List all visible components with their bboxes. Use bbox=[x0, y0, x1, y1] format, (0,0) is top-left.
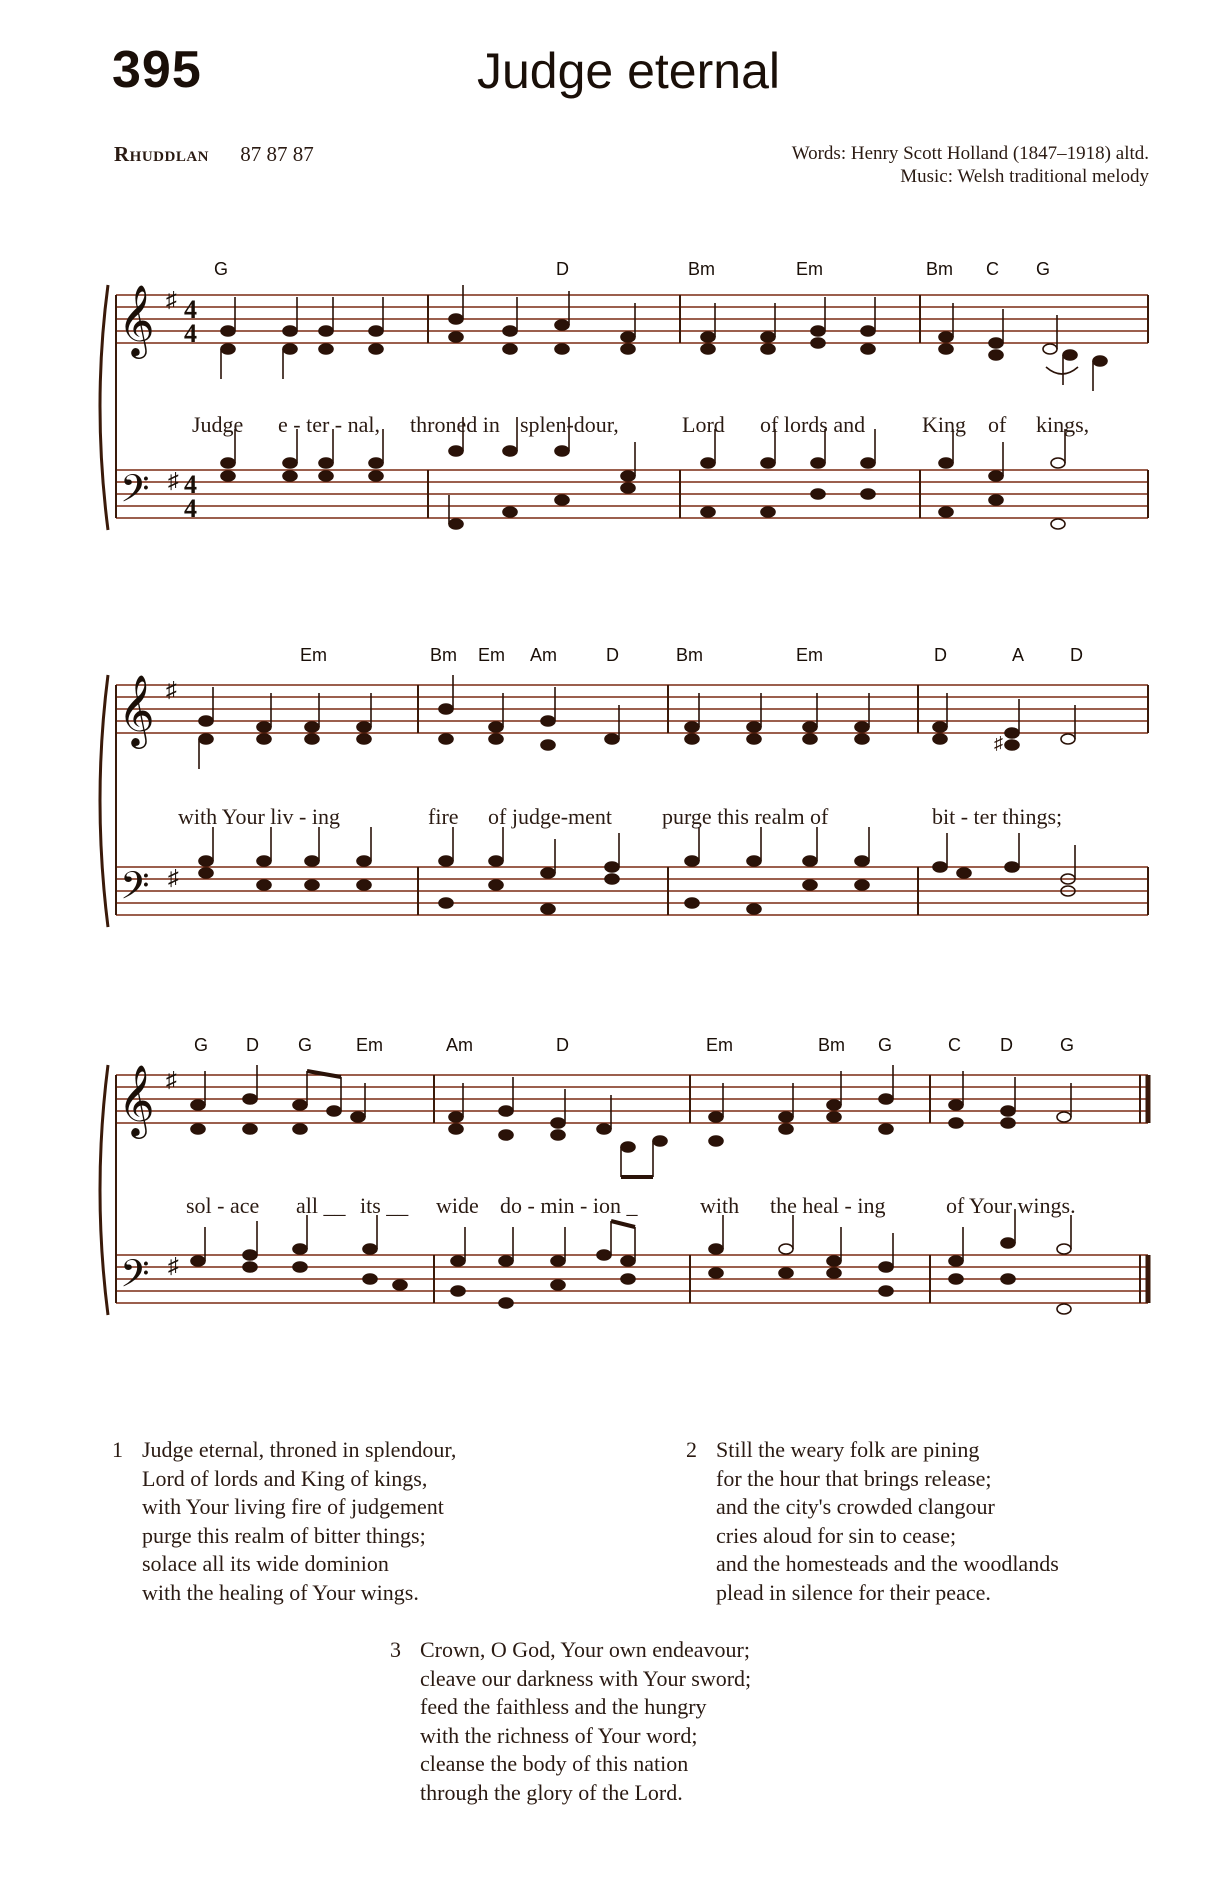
music-system-3 bbox=[0, 1035, 1217, 1365]
verse-line: cries aloud for sin to cease; bbox=[716, 1522, 957, 1548]
lyrics-line bbox=[192, 412, 1089, 437]
verse-line: with the healing of Your wings. bbox=[142, 1579, 419, 1605]
lyric-syllable: Lord bbox=[682, 412, 725, 437]
lyric-syllable: its __ bbox=[360, 1193, 409, 1218]
svg-text:♯: ♯ bbox=[994, 733, 1003, 753]
chord-symbols bbox=[214, 259, 1050, 279]
lyric-syllable: of Your wings. bbox=[946, 1193, 1076, 1218]
verse-line: for the hour that brings release; bbox=[716, 1465, 992, 1491]
chord-symbol: D bbox=[606, 645, 619, 665]
music-system-1 bbox=[0, 255, 1217, 575]
chord-symbol: Bm bbox=[818, 1035, 845, 1055]
chord-symbol: Am bbox=[530, 645, 557, 665]
chord-symbol: Bm bbox=[676, 645, 703, 665]
verse-2 bbox=[686, 1436, 1059, 1607]
bass-clef-icon: 𝄢 bbox=[120, 468, 150, 519]
chord-symbol: G bbox=[298, 1035, 313, 1055]
lyric-syllable: the heal - ing bbox=[770, 1193, 886, 1218]
lyric-syllable: of bbox=[988, 412, 1007, 437]
chord-symbol: D bbox=[246, 1035, 259, 1055]
lyric-syllable: e - ter - nal, bbox=[278, 412, 380, 437]
chord-symbol: D bbox=[934, 645, 947, 665]
brace bbox=[100, 1065, 108, 1315]
lyric-syllable: splen-dour, bbox=[520, 412, 619, 437]
notes bbox=[221, 285, 1107, 391]
chord-symbol: G bbox=[1060, 1035, 1075, 1055]
brace bbox=[100, 675, 108, 927]
chord-symbol: D bbox=[1000, 1035, 1013, 1055]
barlines bbox=[116, 1075, 1148, 1303]
chord-symbols bbox=[300, 645, 1083, 665]
lyric-syllable: fire bbox=[428, 804, 459, 829]
key-signature-sharp-icon: ♯ bbox=[166, 287, 177, 312]
key-signature-sharp-icon: ♯ bbox=[166, 1067, 177, 1092]
notes bbox=[199, 675, 1075, 769]
lyric-syllable: throned in bbox=[410, 412, 500, 437]
verse-number: 1 bbox=[112, 1437, 123, 1462]
bass-clef-icon: 𝄢 bbox=[120, 1253, 150, 1304]
music-credit: Music: Welsh traditional melody bbox=[900, 166, 1149, 187]
chord-symbol: C bbox=[986, 259, 999, 279]
svg-text:4: 4 bbox=[184, 494, 197, 523]
chord-symbol: Em bbox=[796, 645, 823, 665]
treble-staff bbox=[116, 1075, 1148, 1123]
verse-line: purge this realm of bitter things; bbox=[142, 1522, 426, 1548]
chord-symbol: Em bbox=[706, 1035, 733, 1055]
music-system-2 bbox=[0, 645, 1217, 965]
lyric-syllable: King bbox=[922, 412, 966, 437]
bass-notes bbox=[191, 1209, 1071, 1314]
verse-line: with the richness of Your word; bbox=[420, 1722, 698, 1748]
notes bbox=[191, 1065, 1071, 1177]
chord-symbol: Em bbox=[300, 645, 327, 665]
verse-3 bbox=[390, 1636, 752, 1807]
verse-line: Lord of lords and King of kings, bbox=[142, 1465, 428, 1491]
words-credit: Words: Henry Scott Holland (1847–1918) altd. bbox=[791, 143, 1149, 164]
chord-symbol: C bbox=[948, 1035, 961, 1055]
verse-line: and the homesteads and the woodlands bbox=[716, 1551, 1059, 1576]
svg-text:4: 4 bbox=[184, 295, 197, 324]
tune-name: Rhuddlan bbox=[114, 142, 210, 166]
bass-clef-icon: 𝄢 bbox=[120, 865, 150, 916]
chord-symbol: G bbox=[214, 259, 229, 279]
time-signature bbox=[184, 295, 197, 523]
verse-line: feed the faithless and the hungry bbox=[420, 1694, 707, 1719]
verse-line: and the city's crowded clangour bbox=[716, 1494, 995, 1519]
chord-symbols bbox=[194, 1035, 1074, 1055]
chord-symbol: G bbox=[194, 1035, 209, 1055]
chord-symbol: D bbox=[1070, 645, 1083, 665]
chord-symbol: G bbox=[878, 1035, 893, 1055]
chord-symbol: A bbox=[1012, 645, 1025, 665]
lyric-syllable: with Your liv - ing bbox=[178, 804, 340, 829]
verse-line: Crown, O God, Your own endeavour; bbox=[420, 1637, 750, 1662]
lyric-syllable: do - min - ion _ bbox=[500, 1193, 638, 1218]
key-signature-sharp-icon: ♯ bbox=[168, 468, 179, 493]
bass-notes bbox=[199, 827, 1075, 914]
verse-line: with Your living fire of judgement bbox=[142, 1494, 444, 1519]
chord-symbol: Bm bbox=[430, 645, 457, 665]
key-signature-sharp-icon: ♯ bbox=[166, 677, 177, 702]
verse-line: cleave our darkness with Your sword; bbox=[420, 1665, 752, 1691]
svg-text:4: 4 bbox=[184, 319, 197, 348]
key-signature-sharp-icon: ♯ bbox=[168, 1253, 179, 1278]
lyric-syllable: purge this realm of bbox=[662, 804, 829, 829]
hymn-title: Judge eternal bbox=[476, 43, 780, 99]
chord-symbol: Em bbox=[478, 645, 505, 665]
lyric-syllable: wide bbox=[436, 1193, 479, 1218]
brace bbox=[100, 285, 108, 530]
credits bbox=[792, 142, 1149, 188]
chord-symbol: Em bbox=[356, 1035, 383, 1055]
key-signature-sharp-icon: ♯ bbox=[168, 865, 179, 890]
lyric-syllable: bit - ter things; bbox=[932, 804, 1063, 829]
lyric-syllable: all __ bbox=[296, 1193, 346, 1218]
verse-line: Still the weary folk are pining bbox=[716, 1437, 980, 1462]
lyrics-line bbox=[178, 804, 1062, 829]
chord-symbol: Bm bbox=[688, 259, 715, 279]
chord-symbol: Em bbox=[796, 259, 823, 279]
tune-info bbox=[114, 142, 314, 167]
verse-line: plead in silence for their peace. bbox=[716, 1579, 991, 1605]
lyric-syllable: of judge-ment bbox=[488, 804, 613, 829]
svg-text:4: 4 bbox=[184, 470, 197, 499]
chord-symbol: Am bbox=[446, 1035, 473, 1055]
lyrics-line bbox=[186, 1193, 1076, 1218]
verse-number: 2 bbox=[686, 1437, 697, 1462]
lyric-syllable: of lords and bbox=[760, 412, 866, 437]
verse-1 bbox=[112, 1436, 457, 1607]
treble-clef-icon: 𝄞 bbox=[118, 287, 155, 355]
chord-symbol: D bbox=[556, 259, 569, 279]
verse-line: Judge eternal, throned in splendour, bbox=[142, 1437, 457, 1462]
tune-meter: 87 87 87 bbox=[240, 142, 314, 166]
verse-line: through the glory of the Lord. bbox=[420, 1779, 683, 1805]
treble-clef-icon: 𝄞 bbox=[118, 1067, 155, 1135]
treble-clef-icon: 𝄞 bbox=[118, 677, 155, 745]
lyric-syllable: kings, bbox=[1036, 412, 1090, 437]
verse-number: 3 bbox=[390, 1637, 401, 1662]
lyric-syllable: Judge bbox=[192, 412, 244, 437]
verse-line: solace all its wide dominion bbox=[142, 1551, 389, 1576]
lyric-syllable: with bbox=[700, 1193, 740, 1218]
chord-symbol: Bm bbox=[926, 259, 953, 279]
bass-staff bbox=[116, 867, 1148, 915]
lyric-syllable: sol - ace bbox=[186, 1193, 260, 1218]
chord-symbol: G bbox=[1036, 259, 1051, 279]
chord-symbol: D bbox=[556, 1035, 569, 1055]
hymn-number: 395 bbox=[112, 41, 202, 99]
verse-line: cleanse the body of this nation bbox=[420, 1751, 689, 1776]
